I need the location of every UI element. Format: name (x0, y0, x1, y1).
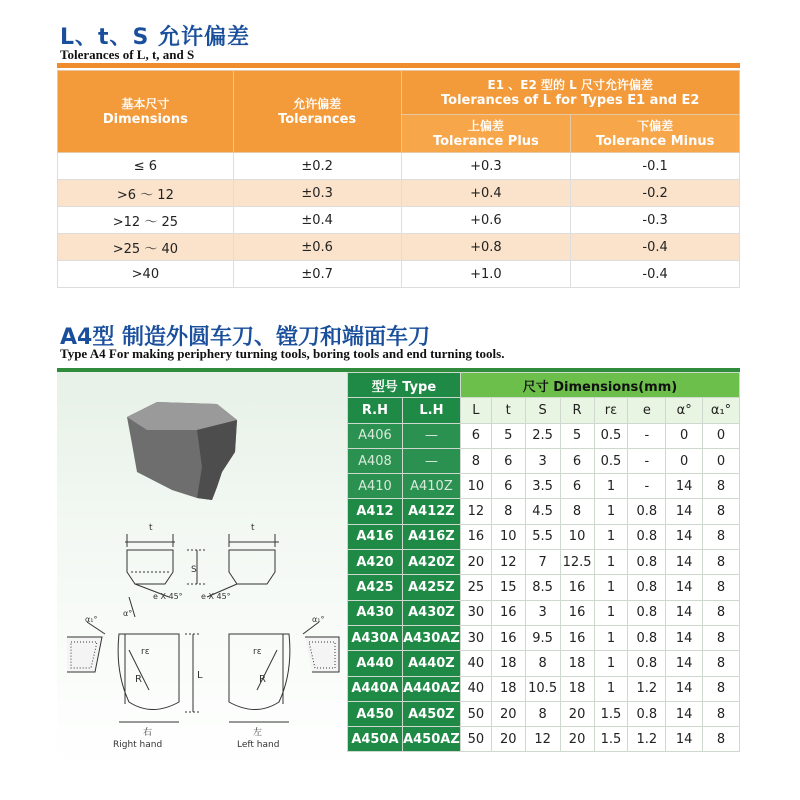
table-row (58, 153, 740, 180)
cell-value: 0 (666, 448, 703, 473)
cell-value: 14 (666, 651, 703, 676)
header-plus: 上偏差 Tolerance Plus (401, 115, 571, 153)
table-row (348, 701, 740, 726)
cell-lh: A412Z (402, 499, 460, 524)
cell-value: 14 (666, 625, 703, 650)
tolerance-title: L、t、S 允许偏差 (60, 25, 251, 50)
cell-value: 1 (594, 524, 628, 549)
cell-value: 1.2 (628, 727, 666, 752)
cell-rh: A420 (348, 550, 403, 575)
a4-title: A4型 制造外圆车刀、镗刀和端面车刀 (60, 325, 430, 350)
cell-value: 10.5 (525, 676, 560, 701)
cell-value: 20 (560, 727, 594, 752)
cell-value: 10 (560, 524, 594, 549)
cell-plus: +0.8 (401, 234, 571, 261)
cell-lh: A440Z (402, 651, 460, 676)
col-header: L (460, 398, 491, 423)
cell-value: 0.8 (628, 550, 666, 575)
cell-value: 8 (460, 448, 491, 473)
col-header: R (560, 398, 594, 423)
cell-dim: ≤ 6 (58, 153, 234, 180)
a4-spec-table (347, 372, 740, 752)
tolerance-subtitle: Tolerances of L, t, and S (60, 47, 195, 62)
cell-value: 18 (560, 676, 594, 701)
cell-value: 0.8 (628, 625, 666, 650)
label-alpha1-right: α₁° (312, 615, 325, 624)
table-row (348, 524, 740, 549)
header-rh: R.H (348, 398, 403, 423)
cell-lh: — (402, 448, 460, 473)
cell-value: 3.5 (525, 474, 560, 499)
cell-value: 0.8 (628, 524, 666, 549)
tool-drawing (57, 372, 347, 772)
plan-view-drawing (67, 622, 339, 722)
header-lh: L.H (402, 398, 460, 423)
cell-value: 10 (460, 474, 491, 499)
cell-value: 25 (460, 575, 491, 600)
cell-value: 2.5 (525, 423, 560, 448)
cell-rh: A425 (348, 575, 403, 600)
cell-value: 0.8 (628, 600, 666, 625)
cell-value: 1 (594, 575, 628, 600)
cell-rh: A408 (348, 448, 403, 473)
table-row (348, 727, 740, 752)
cell-minus: -0.4 (571, 234, 740, 261)
header-e1e2: E1 、E2 型的 L 尺寸允许偏差 Tolerances of L for Types E1 and E2 (401, 71, 740, 115)
cell-value: 8 (703, 474, 740, 499)
cell-value: 8 (525, 701, 560, 726)
cell-value: 1 (594, 676, 628, 701)
cell-value: 16 (560, 575, 594, 600)
col-header: α₁° (703, 398, 740, 423)
cell-value: 18 (560, 651, 594, 676)
label-left-hand: Left hand (237, 740, 280, 750)
cell-value: 30 (460, 600, 491, 625)
cell-value: 12 (460, 499, 491, 524)
cell-value: 14 (666, 727, 703, 752)
table-row (348, 575, 740, 600)
cell-value: 14 (666, 701, 703, 726)
cell-rh: A406 (348, 423, 403, 448)
cell-value: - (628, 474, 666, 499)
cell-lh: A410Z (402, 474, 460, 499)
cell-lh: A416Z (402, 524, 460, 549)
cell-value: 12.5 (560, 550, 594, 575)
table-row (348, 625, 740, 650)
table-row (348, 448, 740, 473)
cell-lh: — (402, 423, 460, 448)
cell-value: 14 (666, 550, 703, 575)
cell-dim: >40 (58, 261, 234, 288)
cell-value: 14 (666, 524, 703, 549)
label-right-cn: 右 (143, 728, 153, 738)
label-t-left: t (149, 523, 153, 533)
cell-value: - (628, 423, 666, 448)
cell-rh: A412 (348, 499, 403, 524)
col-header: rε (594, 398, 628, 423)
cell-value: 14 (666, 676, 703, 701)
cell-value: 16 (560, 600, 594, 625)
table-row (348, 474, 740, 499)
table-row (58, 261, 740, 288)
cell-value: 20 (560, 701, 594, 726)
a4-subtitle: Type A4 For making periphery turning tools, boring tools and end turning tools. (60, 346, 505, 361)
cell-lh: A430Z (402, 600, 460, 625)
cell-lh: A430AZ (402, 625, 460, 650)
label-chamfer-2: e X 45° (201, 592, 231, 601)
cell-value: 8 (703, 499, 740, 524)
cell-value: - (628, 448, 666, 473)
label-right-hand: Right hand (113, 740, 163, 750)
cell-value: 0.5 (594, 423, 628, 448)
cell-value: 8.5 (525, 575, 560, 600)
header-tolerances: 允许偏差 Tolerances (233, 71, 401, 153)
cell-value: 1 (594, 651, 628, 676)
col-header: α° (666, 398, 703, 423)
cell-rh: A416 (348, 524, 403, 549)
cell-value: 1 (594, 474, 628, 499)
col-header: S (525, 398, 560, 423)
table-row (58, 207, 740, 234)
cell-value: 6 (460, 423, 491, 448)
cell-value: 0.8 (628, 701, 666, 726)
header-minus: 下偏差 Tolerance Minus (571, 115, 740, 153)
cell-minus: -0.4 (571, 261, 740, 288)
label-left-cn: 左 (253, 728, 263, 738)
cell-value: 40 (460, 676, 491, 701)
cell-value: 1.2 (628, 676, 666, 701)
cell-dim: >12 ～ 25 (58, 207, 234, 234)
cell-value: 0.8 (628, 499, 666, 524)
cell-value: 1 (594, 550, 628, 575)
cell-value: 16 (491, 625, 525, 650)
cell-value: 16 (560, 625, 594, 650)
cell-value: 6 (560, 474, 594, 499)
cell-value: 6 (491, 448, 525, 473)
label-alpha: α° (123, 609, 133, 618)
col-header: t (491, 398, 525, 423)
cell-rh: A430 (348, 600, 403, 625)
cell-value: 5 (491, 423, 525, 448)
cell-value: 20 (460, 550, 491, 575)
header-type: 型号 Type (348, 373, 461, 398)
cell-value: 18 (491, 676, 525, 701)
cell-value: 14 (666, 600, 703, 625)
cell-rh: A410 (348, 474, 403, 499)
label-t-right: t (251, 523, 255, 533)
cell-minus: -0.1 (571, 153, 740, 180)
cell-tol: ±0.3 (233, 180, 401, 207)
cell-value: 1 (594, 499, 628, 524)
table-row (58, 180, 740, 207)
cell-lh: A440AZ (402, 676, 460, 701)
col-header: e (628, 398, 666, 423)
cell-rh: A450A (348, 727, 403, 752)
cell-value: 16 (491, 600, 525, 625)
cell-lh: A450AZ (402, 727, 460, 752)
tolerance-table (57, 70, 740, 288)
cell-value: 8 (491, 499, 525, 524)
cell-rh: A440 (348, 651, 403, 676)
cell-value: 1 (594, 625, 628, 650)
table-row (348, 499, 740, 524)
label-r-right: R (135, 674, 142, 685)
table-row (348, 600, 740, 625)
table-row (348, 423, 740, 448)
cell-value: 0.5 (594, 448, 628, 473)
table-row (348, 651, 740, 676)
label-chamfer-1: e X 45° (153, 592, 183, 601)
cell-minus: -0.3 (571, 207, 740, 234)
table-row (348, 550, 740, 575)
cell-value: 8 (703, 600, 740, 625)
cell-tol: ±0.2 (233, 153, 401, 180)
cell-dim: >25 ～ 40 (58, 234, 234, 261)
cell-plus: +0.6 (401, 207, 571, 234)
cell-value: 14 (666, 474, 703, 499)
label-s: S (191, 565, 197, 575)
cell-plus: +1.0 (401, 261, 571, 288)
cell-value: 20 (491, 701, 525, 726)
cell-value: 8 (703, 524, 740, 549)
insert-3d-image (127, 402, 237, 500)
cell-value: 6 (491, 474, 525, 499)
cell-value: 8 (703, 651, 740, 676)
cell-value: 6 (560, 448, 594, 473)
cell-tol: ±0.7 (233, 261, 401, 288)
header-dimensions: 基本尺寸 Dimensions (58, 71, 234, 153)
cell-value: 15 (491, 575, 525, 600)
cell-rh: A440A (348, 676, 403, 701)
cell-tol: ±0.4 (233, 207, 401, 234)
cell-value: 8 (560, 499, 594, 524)
cell-value: 0 (703, 423, 740, 448)
cell-value: 8 (703, 701, 740, 726)
label-r-left: R (259, 674, 266, 685)
tolerance-divider (57, 63, 740, 68)
cell-value: 20 (491, 727, 525, 752)
cell-value: 5.5 (525, 524, 560, 549)
label-re-right: rε (141, 647, 150, 657)
cell-value: 50 (460, 701, 491, 726)
cell-minus: -0.2 (571, 180, 740, 207)
cell-value: 12 (491, 550, 525, 575)
cell-value: 5 (560, 423, 594, 448)
cell-value: 0.8 (628, 575, 666, 600)
cell-value: 8 (703, 575, 740, 600)
top-view-drawing (125, 534, 279, 617)
cell-value: 4.5 (525, 499, 560, 524)
cell-plus: +0.3 (401, 153, 571, 180)
cell-value: 8 (703, 550, 740, 575)
cell-value: 3 (525, 448, 560, 473)
cell-value: 16 (460, 524, 491, 549)
cell-value: 40 (460, 651, 491, 676)
cell-value: 14 (666, 575, 703, 600)
cell-value: 10 (491, 524, 525, 549)
cell-rh: A450 (348, 701, 403, 726)
cell-plus: +0.4 (401, 180, 571, 207)
cell-value: 12 (525, 727, 560, 752)
cell-lh: A450Z (402, 701, 460, 726)
cell-value: 14 (666, 499, 703, 524)
cell-lh: A425Z (402, 575, 460, 600)
cell-value: 8 (703, 727, 740, 752)
label-re-left: rε (253, 647, 262, 657)
cell-value: 1.5 (594, 727, 628, 752)
cell-tol: ±0.6 (233, 234, 401, 261)
table-row (348, 676, 740, 701)
label-l: L (197, 670, 203, 681)
cell-value: 8 (525, 651, 560, 676)
cell-value: 8 (703, 676, 740, 701)
cell-value: 50 (460, 727, 491, 752)
cell-value: 30 (460, 625, 491, 650)
cell-value: 8 (703, 625, 740, 650)
cell-value: 1 (594, 600, 628, 625)
cell-value: 0 (703, 448, 740, 473)
table-row (58, 234, 740, 261)
cell-value: 0 (666, 423, 703, 448)
cell-value: 3 (525, 600, 560, 625)
label-alpha1-left: α₁° (85, 615, 98, 624)
cell-rh: A430A (348, 625, 403, 650)
cell-value: 7 (525, 550, 560, 575)
cell-value: 1.5 (594, 701, 628, 726)
cell-value: 0.8 (628, 651, 666, 676)
header-dimensions-mm: 尺寸 Dimensions(mm) (460, 373, 739, 398)
cell-value: 18 (491, 651, 525, 676)
cell-lh: A420Z (402, 550, 460, 575)
cell-value: 9.5 (525, 625, 560, 650)
cell-dim: >6 ～ 12 (58, 180, 234, 207)
